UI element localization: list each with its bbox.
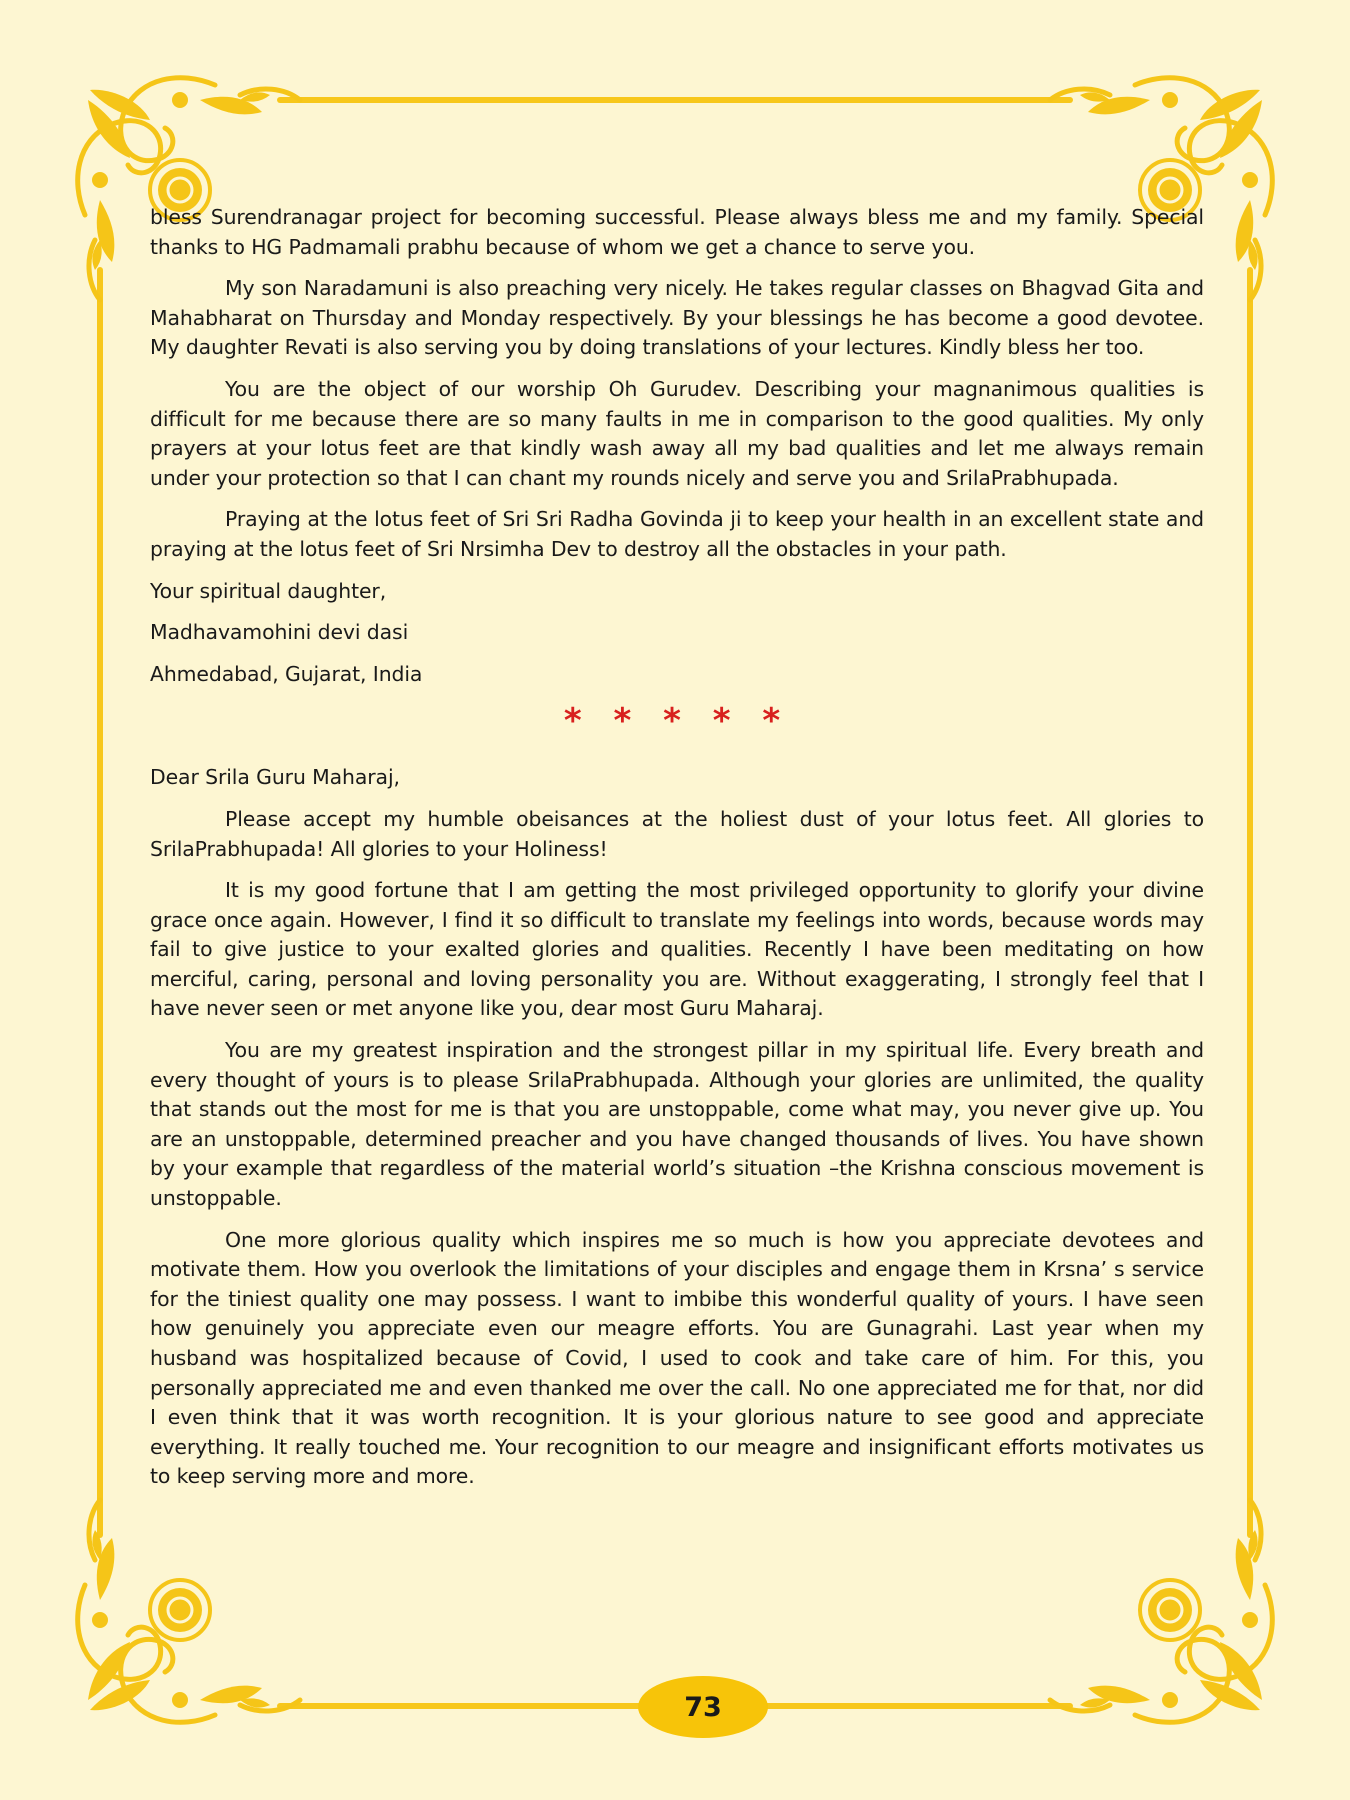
section-separator-stars: * * * * * [563,701,791,742]
letter1-paragraph-1: bless Surendranagar project for becoming successful. Please always bless me and my family. Special thanks to HG Padmamali prabhu because of whom we get a chance to serve you. [150,205,1204,259]
letter1-closing: Your spiritual daughter, [150,578,387,603]
page-number-badge: 73 [638,1676,768,1738]
letter1-paragraph-4: Praying at the lotus feet of Sri Sri Radha Govinda ji to keep your health in an excellent state and praying at the lotus feet of Sri Nrsimha Dev to destroy all the obstacles in your path. [150,507,1204,561]
letter2-salutation: Dear Srila Guru Maharaj, [150,765,400,790]
letter2-paragraph-2: It is my good fortune that I am getting the most privileged opportunity to glorify your divine grace once again. However, I find it so difficult to translate my feelings into words, because words may fail to give justice to your exalted glories and qualities. Recently I have been meditating on how merciful, caring, personal and loving personality you are. Without exaggerating, I strongly feel that I have never seen or met anyone like you, dear most Guru Maharaj. [150,878,1204,1021]
letter2-paragraph-3: You are my greatest inspiration and the strongest pillar in my spiritual life. Every breath and every thought of yours is to please SrilaPrabhupada. Although your glories are unlimited, the quality that stands out the most for me is that you are unstoppable, come what may, you never give up. You are an unstoppable, determined preacher and you have changed thousands of lives. You have shown by your example that regardless of the material world’s situation –the Krishna conscious movement is unstoppable. [150,1038,1204,1211]
letter1-paragraph-3: You are the object of our worship Oh Gurudev. Describing your magnanimous qualities is difficult for me because there are so many faults in me in comparison to the good qualities. My only prayers at your lotus feet are that kindly wash away all my bad qualities and let me always remain under your protection so that I can chant my rounds nicely and serve you and SrilaPrabhupada. [150,376,1204,490]
letter1-location: Ahmedabad, Gujarat, India [150,661,423,686]
letter1-signature-name: Madhavamohini devi dasi [150,620,409,645]
letter2-paragraph-1: Please accept my humble obeisances at the holiest dust of your lotus feet. All glories to SrilaPrabhupada! All glories to your Holiness! [150,806,1204,861]
letter2-paragraph-4: One more glorious quality which inspires me so much is how you appreciate devotees and motivate them. How you overlook the limitations of your disciples and engage them in Krsna’ s service for the tiniest quality one may possess. I want to imbibe this wonderful quality of yours. I have seen how genuinely you appreciate even our meagre efforts. You are Gunagrahi. Last year when my husband was hospitalized because of Covid, I used to cook and take care of him. For this, you personally appreciated me and even thanked me over the call. No one appreciated me for that, nor did I even think that it was worth recognition. It is your glorious nature to see good and appreciate everything. It really touched me. Your recognition to our meagre and insignificant efforts motivates us to keep serving more and more. [150,1227,1204,1489]
letter-body [150,203,1204,1504]
letter1-paragraph-2: My son Naradamuni is also preaching very nicely. He takes regular classes on Bhagvad Gita and Mahabharat on Thursday and Monday respectively. By your blessings he has become a good devotee. My daughter Revati is also serving you by doing translations of your lectures. Kindly bless her too. [150,276,1204,360]
